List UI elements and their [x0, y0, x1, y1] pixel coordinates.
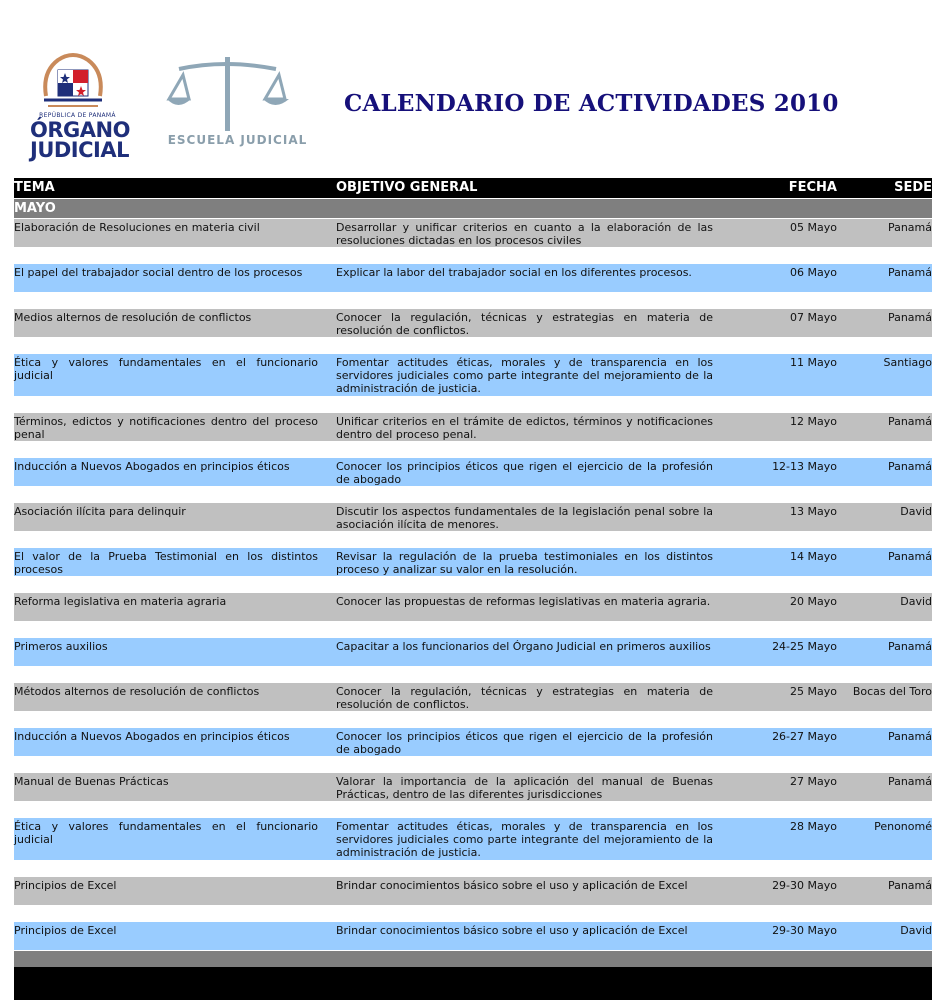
month-label: MAYO — [14, 201, 56, 216]
cell-sede: David — [900, 924, 932, 937]
table-row — [14, 458, 932, 486]
table-footer-band — [14, 951, 932, 967]
cell-fecha: 27 Mayo — [790, 775, 837, 788]
cell-objetivo: Conocer la regulación, técnicas y estrategias en materia de resolución de conflictos. — [336, 311, 713, 337]
cell-tema: Reforma legislativa en materia agraria — [14, 595, 227, 608]
cell-sede: Panamá — [887, 730, 932, 743]
cell-fecha: 13 Mayo — [790, 505, 837, 518]
column-header-fecha: FECHA — [788, 180, 837, 195]
cell-objetivo: Brindar conocimientos básico sobre el uso y aplicación de Excel — [336, 924, 688, 937]
table-row — [14, 638, 932, 666]
cell-tema: Ética y valores fundamentales en el funcionario judicial — [14, 356, 318, 382]
column-header-tema: TEMA — [14, 180, 55, 195]
cell-objetivo: Conocer la regulación, técnicas y estrategias en materia de resolución de conflictos. — [336, 685, 713, 711]
cell-tema: El valor de la Prueba Testimonial en los distintos procesos — [14, 550, 318, 576]
table-row — [14, 219, 932, 247]
column-header-objetivo: OBJETIVO GENERAL — [336, 180, 478, 195]
organo-judicial-logo — [30, 50, 130, 162]
cell-sede: Panamá — [887, 221, 932, 234]
cell-fecha: 05 Mayo — [790, 221, 837, 234]
cell-objetivo: Explicar la labor del trabajador social en los diferentes procesos. — [336, 266, 692, 279]
logo-judicial-label: JUDICIAL — [30, 138, 129, 162]
table-row — [14, 503, 932, 531]
cell-fecha: 12-13 Mayo — [772, 460, 837, 473]
cell-objetivo: Valorar la importancia de la aplicación del manual de Buenas Prácticas, dentro de las diferentes jurisdicciones — [336, 775, 713, 801]
cell-tema: Elaboración de Resoluciones en materia civil — [14, 221, 260, 234]
cell-fecha: 29-30 Mayo — [772, 879, 837, 892]
cell-objetivo: Conocer los principios éticos que rigen el ejercicio de la profesión de abogado — [336, 730, 713, 756]
cell-sede: Panamá — [887, 775, 932, 788]
cell-sede: Panamá — [887, 266, 932, 279]
cell-fecha: 24-25 Mayo — [772, 640, 837, 653]
logo-country-label: REPÚBLICA DE PANAMÁ — [39, 112, 116, 119]
cell-tema: El papel del trabajador social dentro de los procesos — [14, 266, 303, 279]
page-title: CALENDARIO DE ACTIVIDADES 2010 — [344, 90, 839, 117]
cell-tema: Primeros auxilios — [14, 640, 108, 653]
table-row — [14, 309, 932, 337]
logo-organo-label: ÓRGANO — [30, 118, 130, 142]
table-row — [14, 728, 932, 756]
cell-tema: Principios de Excel — [14, 879, 117, 892]
table-row — [14, 354, 932, 396]
table-row — [14, 413, 932, 441]
escuela-judicial-label: ESCUELA JUDICIAL — [167, 133, 308, 147]
cell-objetivo: Revisar la regulación de la prueba testimoniales en los distintos proceso y analizar su valor en la resolución. — [336, 550, 713, 576]
table-row — [14, 773, 932, 801]
cell-tema: Manual de Buenas Prácticas — [14, 775, 169, 788]
cell-objetivo: Conocer las propuestas de reformas legislativas en materia agraria. — [336, 595, 711, 608]
coat-of-arms-icon — [38, 52, 108, 110]
cell-objetivo: Discutir los aspectos fundamentales de la legislación penal sobre la asociación ilícita de menores. — [336, 505, 713, 531]
cell-fecha: 07 Mayo — [790, 311, 837, 324]
table-row — [14, 548, 932, 576]
cell-fecha: 26-27 Mayo — [772, 730, 837, 743]
month-heading — [14, 199, 932, 218]
cell-objetivo: Capacitar a los funcionarios del Órgano Judicial en primeros auxilios — [336, 640, 711, 653]
scales-of-justice-icon — [165, 55, 310, 133]
cell-tema: Asociación ilícita para delinquir — [14, 505, 186, 518]
cell-tema: Inducción a Nuevos Abogados en principios éticos — [14, 730, 290, 743]
cell-tema: Términos, edictos y notificaciones dentro del proceso penal — [14, 415, 318, 441]
escuela-judicial-logo — [165, 55, 310, 155]
cell-fecha: 25 Mayo — [790, 685, 837, 698]
cell-tema: Métodos alternos de resolución de conflictos — [14, 685, 260, 698]
cell-sede: David — [900, 595, 932, 608]
table-row — [14, 264, 932, 292]
table-row — [14, 593, 932, 621]
cell-fecha: 28 Mayo — [790, 820, 837, 833]
table-row — [14, 818, 932, 860]
table-footer-bar — [14, 967, 932, 1000]
table-row — [14, 922, 932, 950]
cell-tema: Medios alternos de resolución de conflictos — [14, 311, 252, 324]
cell-sede: Bocas del Toro — [852, 685, 932, 698]
cell-sede: Panamá — [887, 415, 932, 428]
cell-tema: Ética y valores fundamentales en el funcionario judicial — [14, 820, 318, 846]
cell-objetivo: Unificar criterios en el trámite de edictos, términos y notificaciones dentro del proceso penal. — [336, 415, 713, 441]
cell-objetivo: Conocer los principios éticos que rigen el ejercicio de la profesión de abogado — [336, 460, 713, 486]
cell-objetivo: Brindar conocimientos básico sobre el uso y aplicación de Excel — [336, 879, 688, 892]
cell-objetivo: Fomentar actitudes éticas, morales y de transparencia en los servidores judiciales como parte integrante del mejoramiento de la administración de justicia. — [336, 356, 713, 395]
cell-fecha: 06 Mayo — [790, 266, 837, 279]
cell-sede: Panamá — [887, 879, 932, 892]
cell-sede: Panamá — [887, 550, 932, 563]
cell-fecha: 29-30 Mayo — [772, 924, 837, 937]
cell-sede: Panamá — [887, 640, 932, 653]
cell-tema: Inducción a Nuevos Abogados en principios éticos — [14, 460, 290, 473]
cell-fecha: 11 Mayo — [790, 356, 837, 369]
cell-tema: Principios de Excel — [14, 924, 117, 937]
cell-sede: Penonomé — [874, 820, 932, 833]
cell-sede: Panamá — [887, 311, 932, 324]
cell-objetivo: Fomentar actitudes éticas, morales y de transparencia en los servidores judiciales como parte integrante del mejoramiento de la administración de justicia. — [336, 820, 713, 859]
cell-sede: Panamá — [887, 460, 932, 473]
cell-sede: Santiago — [883, 356, 932, 369]
table-row — [14, 683, 932, 711]
cell-sede: David — [900, 505, 932, 518]
cell-fecha: 20 Mayo — [790, 595, 837, 608]
table-row — [14, 877, 932, 905]
column-header-sede: SEDE — [894, 180, 932, 195]
cell-fecha: 12 Mayo — [790, 415, 837, 428]
cell-fecha: 14 Mayo — [790, 550, 837, 563]
table-header — [14, 178, 932, 198]
cell-objetivo: Desarrollar y unificar criterios en cuanto a la elaboración de las resoluciones dictadas en los procesos civiles — [336, 221, 713, 247]
